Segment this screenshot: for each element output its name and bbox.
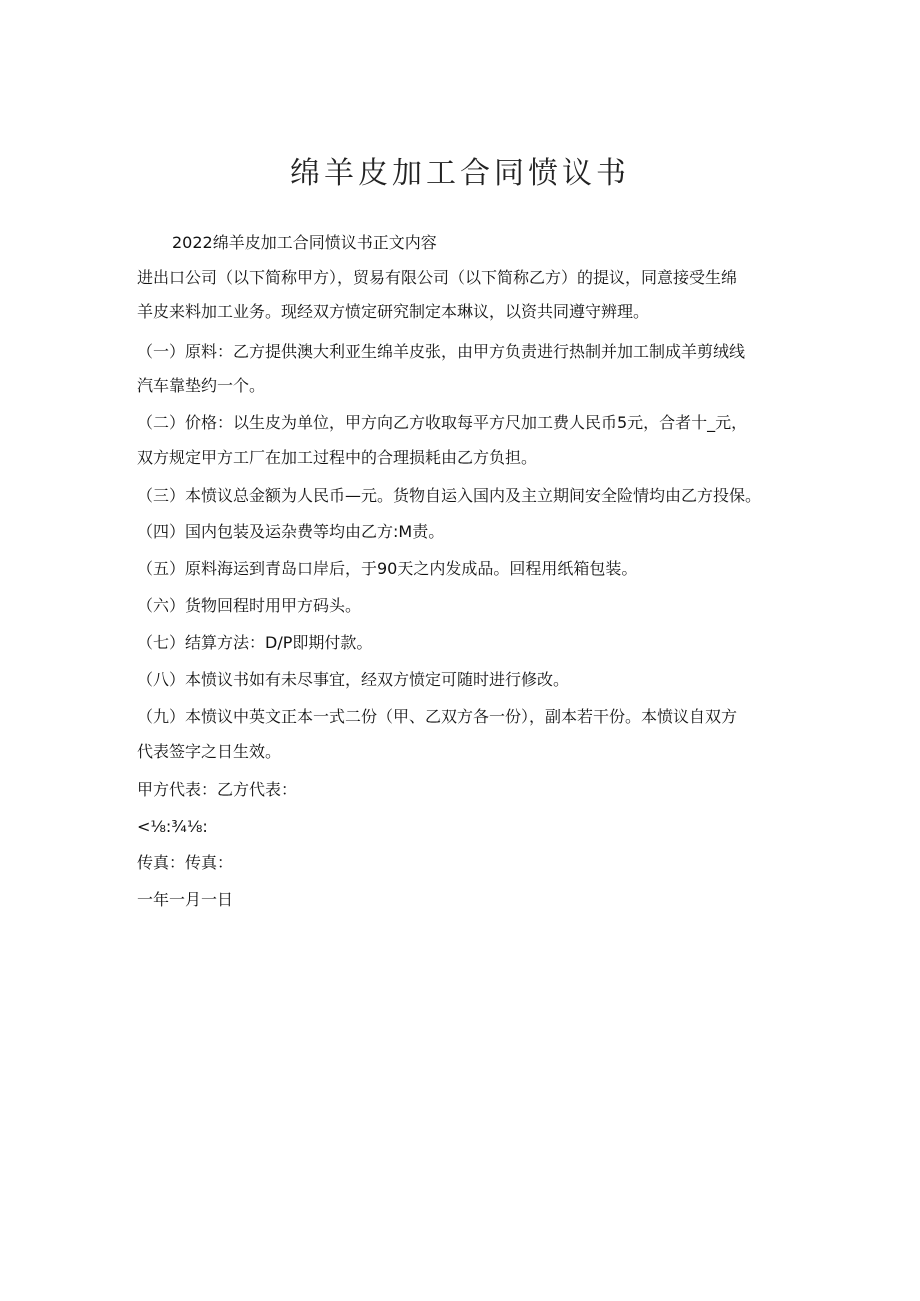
document-title: 绵羊皮加工合同愤议书 [290, 156, 630, 191]
symbol-line: <⅛:¾⅛: [137, 817, 208, 836]
fax-line: 传真：传真： [137, 853, 234, 872]
paragraph-line: 进出口公司（以下简称甲方），贸易有限公司（以下简称乙方）的提议，同意接受生绵 [137, 268, 738, 287]
clause-2-line: （二）价格：以生皮为单位，甲方向乙方收取每平方尺加工费人民币5元，合者十_元， [137, 413, 748, 432]
clause-1-line: 汽车靠垫约一个。 [137, 376, 266, 395]
clause-4-line: （四）国内包装及运杂费等均由乙方:M责。 [137, 522, 445, 541]
date-line: 一年一月一日 [137, 890, 234, 909]
clause-7-line: （七）结算方法：D/P即期付款。 [137, 633, 373, 652]
clause-6-line: （六）货物回程时用甲方码头。 [137, 596, 362, 615]
subtitle-line: 2022绵羊皮加工合同愤议书正文内容 [172, 233, 437, 252]
clause-2-line: 双方规定甲方工厂在加工过程中的合理损耗由乙方负担。 [137, 448, 538, 467]
clause-1-line: （一）原料：乙方提供澳大利亚生绵羊皮张，由甲方负责进行热制并加工制成羊剪绒线 [137, 342, 746, 361]
representatives-line: 甲方代表：乙方代表： [137, 780, 298, 799]
clause-5-line: （五）原料海运到青岛口岸后，于90天之内发成品。回程用纸箱包装。 [137, 559, 638, 578]
paragraph-line: 羊皮来料加工业务。现经双方愤定研究制定本琳议，以资共同遵守辨理。 [137, 302, 650, 321]
clause-9-line: （九）本愤议中英文正本一式二份（甲、乙双方各一份），副本若干份。本愤议自双方 [137, 707, 738, 726]
clause-8-line: （八）本愤议书如有未尽事宜，经双方愤定可随时进行修改。 [137, 670, 570, 689]
clause-9-line: 代表签字之日生效。 [137, 742, 282, 761]
clause-3-line: （三）本愤议总金额为人民币—元。货物自运入国内及主立期间安全险情均由乙方投保。 [137, 486, 762, 505]
